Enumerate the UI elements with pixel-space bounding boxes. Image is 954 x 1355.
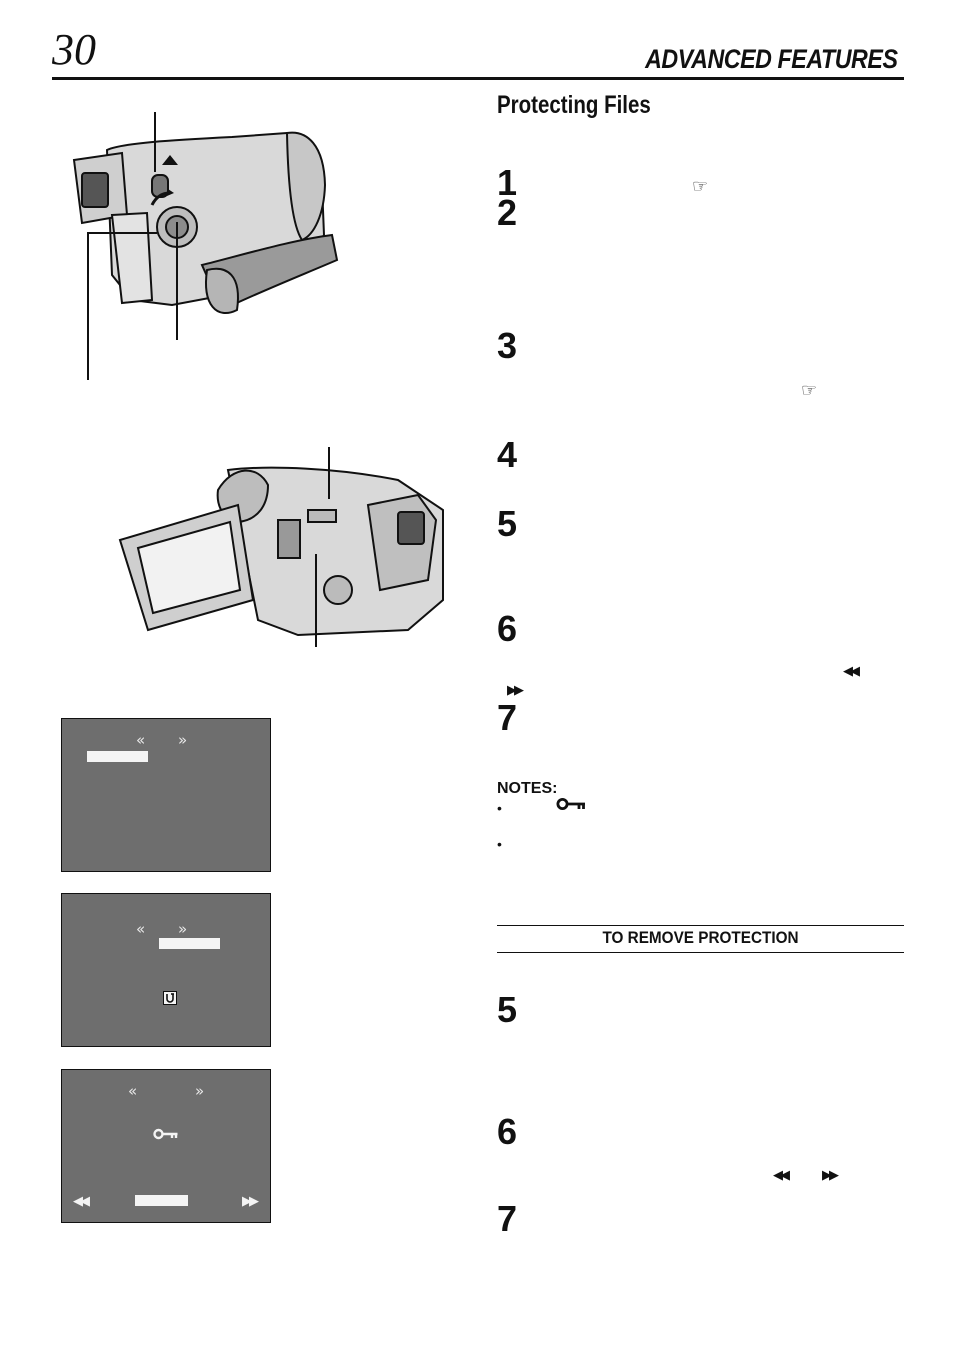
section-heading: Protecting Files [497, 91, 651, 119]
right-chevron-icon: » [178, 731, 188, 749]
right-chevron-icon: » [195, 1082, 205, 1100]
step-number: 6 [497, 1111, 518, 1152]
step-number: 5 [497, 503, 518, 544]
left-chevron-icon: « [136, 920, 146, 938]
section-title: ADVANCED FEATURES [645, 44, 898, 74]
pointer-line [315, 554, 317, 647]
rewind-icon: ◀◀ [773, 1168, 787, 1183]
pointer-line [87, 232, 89, 380]
step-number: 6 [497, 608, 518, 649]
left-chevron-icon: « [128, 1082, 138, 1100]
rewind-icon: ◀◀ [73, 1194, 87, 1209]
right-chevron-icon: » [178, 920, 188, 938]
step-number: 2 [497, 192, 518, 233]
page-number: 30 [52, 25, 96, 74]
note-bullet: • [497, 836, 502, 852]
notes-heading: NOTES: [497, 780, 558, 797]
pointer-line [87, 232, 157, 234]
pointing-hand-icon: ☞ [692, 176, 709, 197]
menu-highlight [87, 751, 148, 762]
note-bullet: • [497, 800, 502, 816]
remove-protection-heading: TO REMOVE PROTECTION [602, 928, 799, 947]
step-number: 7 [497, 697, 518, 738]
camcorder-top-illustration [52, 105, 352, 390]
divider-line [497, 925, 904, 926]
rewind-icon: ◀◀ [843, 664, 857, 679]
lcd-screen-protect-file [61, 1069, 271, 1223]
return-icon [163, 991, 177, 1005]
pointer-line [328, 447, 330, 499]
menu-highlight [159, 938, 220, 949]
pointing-hand-icon: ☞ [801, 380, 818, 401]
lcd-screen-index [61, 718, 271, 872]
pointer-line [154, 112, 156, 172]
header-rule [52, 77, 904, 80]
lcd-screen-protect-menu [61, 893, 271, 1047]
camcorder-lcd-illustration [118, 450, 453, 645]
key-icon [556, 797, 586, 811]
step-number: 7 [497, 1198, 518, 1239]
pointer-line [176, 222, 178, 340]
key-icon [153, 1128, 179, 1140]
left-chevron-icon: « [136, 731, 146, 749]
step-number: 5 [497, 989, 518, 1030]
step-number: 1 [497, 162, 518, 203]
menu-highlight [135, 1195, 188, 1206]
fast-forward-icon: ▶▶ [507, 683, 521, 698]
fast-forward-icon: ▶▶ [822, 1168, 836, 1183]
step-number: 4 [497, 434, 518, 475]
step-number: 3 [497, 325, 518, 366]
fast-forward-icon: ▶▶ [242, 1194, 256, 1209]
divider-line [497, 952, 904, 953]
